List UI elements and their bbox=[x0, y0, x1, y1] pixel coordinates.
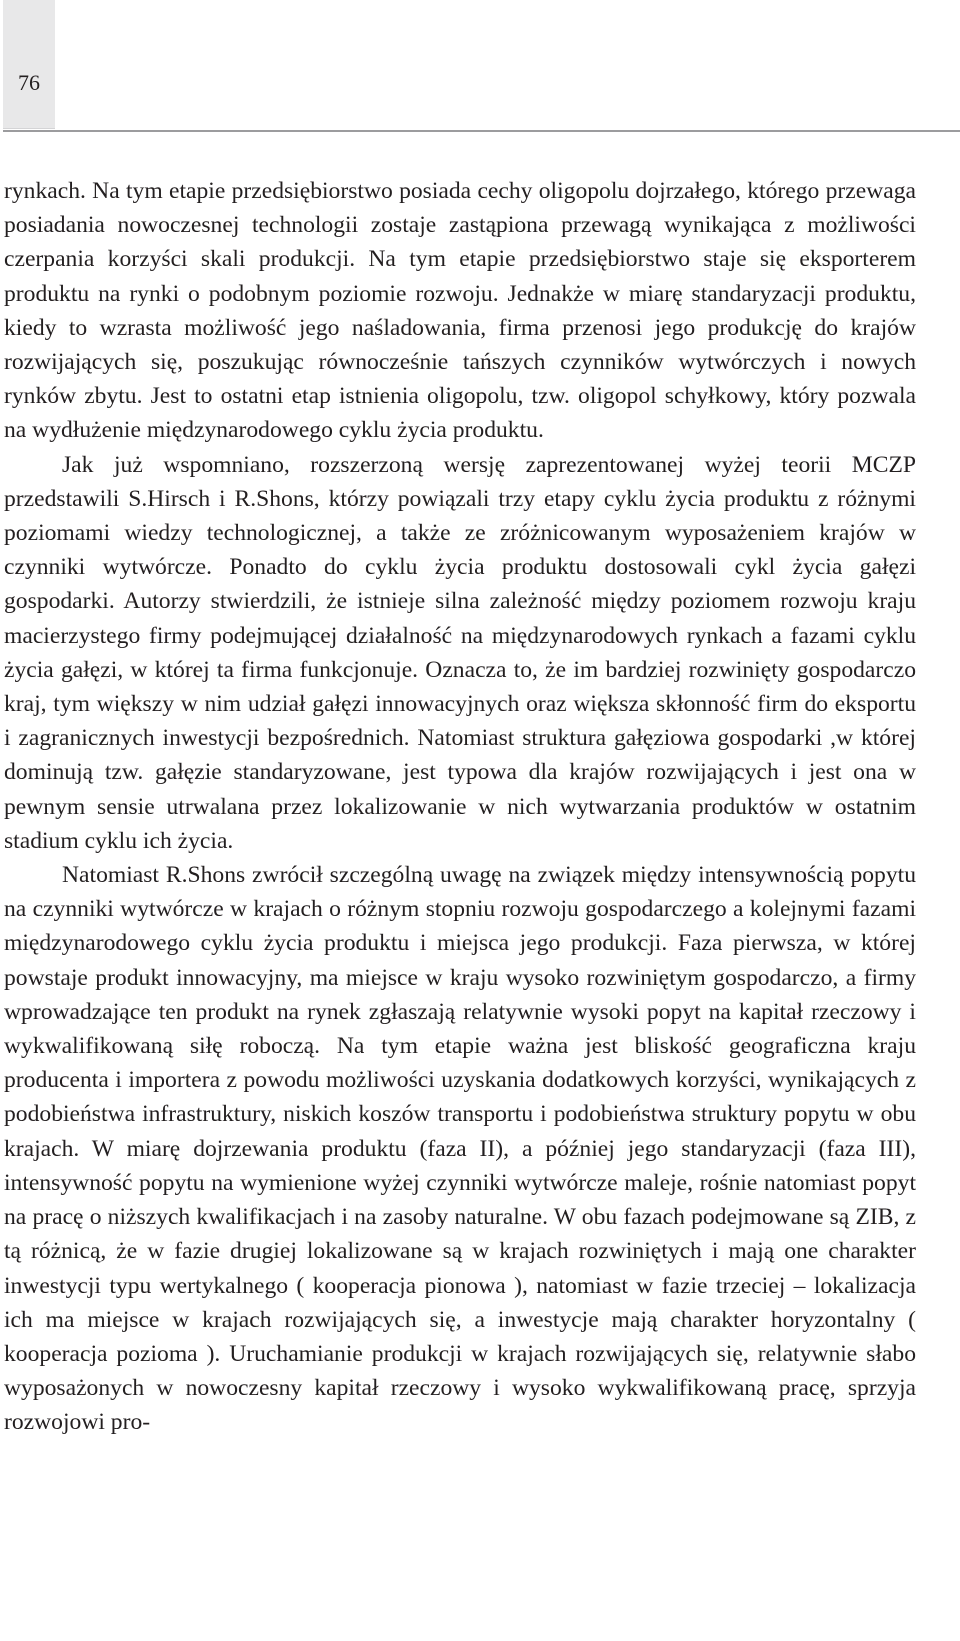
header-rule bbox=[3, 130, 960, 132]
page-number: 76 bbox=[18, 70, 40, 95]
paragraph-3: Natomiast R.Shons zwrócił szczególną uwagę na związek między intensywnością popytu na czynniki wytwórcze w krajach o różnym stopniu rozwoju gospodarczego a kolejnymi fazami międzynarodowego cyklu życia produktu i miejsca jego produkcji. Faza pierwsza, w której powstaje produkt innowacyjny, ma miejsce w kraju wysoko rozwiniętym gospodarczo, a firmy wprowadzające ten produkt na rynek zgłaszają relatywnie wysoki popyt na kapitał rzeczowy i wykwalifikowaną siłę roboczą. Na tym etapie ważna jest bliskość geograficzna kraju producenta i importera z powodu możliwości uzyskania dodatkowych korzyści, wynikających z podobieństwa infrastruktury, niskich koszów transportu i podobieństwa struktury popytu w obu krajach. W miarę dojrzewania produktu (faza II), a później jego standaryzacji (faza III), intensywność popytu na wymienione wyżej czynniki wytwórcze maleje, rośnie natomiast popyt na pracę o niższych kwalifikacjach i na zasoby naturalne. W obu fazach podejmowane są ZIB, z tą różnicą, że w fazie drugiej lokalizowane są w krajach rozwiniętych i mają one charakter inwestycji typu wertykalnego ( kooperacja pionowa ), natomiast w fazie trzeciej – lokalizacja ich ma miejsce w krajach rozwijających się, a inwestycje mają charakter horyzontalny ( kooperacja pozioma ). Uruchamianie produkcji w krajach rozwijających się, relatywnie słabo wyposażonych w nowoczesny kapitał rzeczowy i wysoko wykwalifikowaną pracę, sprzyja rozwojowi pro- bbox=[4, 862, 916, 1436]
paragraph-1: rynkach. Na tym etapie przedsiębiorstwo posiada cechy oligopolu dojrzałego, którego przewaga posiadania nowoczesnej technologii zostaje zastąpiona przewagą wynikająca z możliwości czerpania korzyści skali produkcji. Na tym etapie przedsiębiorstwo staje się eksporterem produktu na rynki o podobnym poziomie rozwoju. Jednakże w miarę standaryzacji produktu, kiedy to wzrasta możliwość jego naśladowania, firma przenosi jego produkcję do krajów rozwijających się, poszukując równocześnie tańszych czynników wytwórczych i nowych rynków zbytu. Jest to ostatni etap istnienia oligopolu, tzw. oligopol schyłkowy, który pozwala na wydłużenie międzynarodowego cyklu życia produktu. bbox=[4, 178, 916, 444]
paragraph-2: Jak już wspomniano, rozszerzoną wersję zaprezentowanej wyżej teorii MCZP przedstawili S.Hirsch i R.Shons, którzy powiązali trzy etapy cyklu życia produktu z różnymi poziomami wiedzy technologicznej, a także ze zróżnicowanym wyposażeniem krajów w czynniki wytwórcze. Ponadto do cyklu życia produktu dostosowali cykl życia gałęzi gospodarki. Autorzy stwierdzili, że istnieje silna zależność między poziomem rozwoju kraju macierzystego firmy podejmującej działalność na międzynarodowych rynkach a fazami cyklu życia gałęzi, w której ta firma funkcjonuje. Oznacza to, że im bardziej rozwinięty gospodarczo kraj, tym większy w nim udział gałęzi innowacyjnych oraz większa skłonność firm do eksportu i zagranicznych inwestycji bezpośrednich. Natomiast struktura gałęziowa gospodarki ,w której dominują tzw. gałęzie standaryzowane, jest typowa dla krajów rozwijających i jest ona w pewnym sensie utrwalana przez lokalizowanie w nich wytwarzania produktów w ostatnim stadium cyklu ich życia. bbox=[4, 451, 916, 854]
page-number-tab bbox=[3, 0, 55, 129]
body-text bbox=[4, 174, 916, 1440]
